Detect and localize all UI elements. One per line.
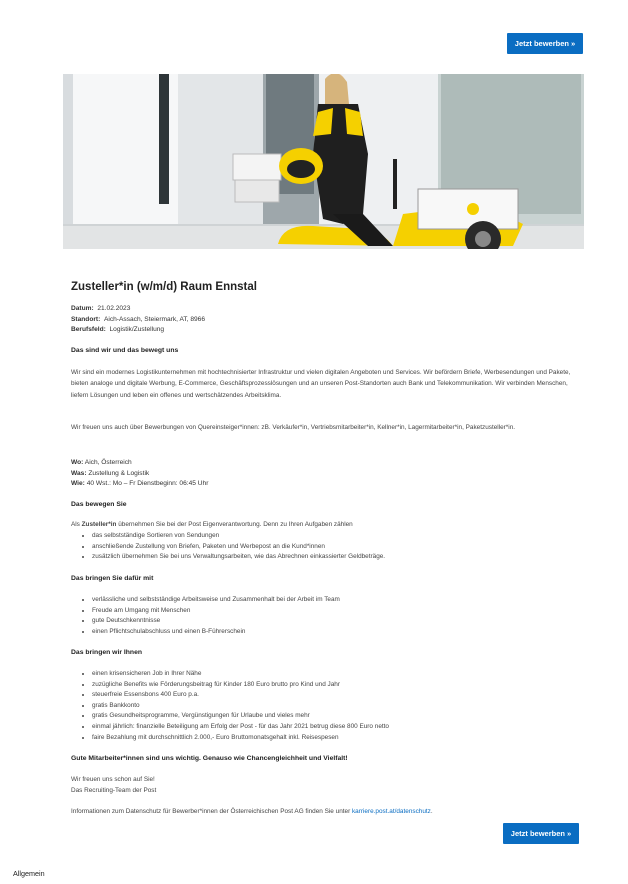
list-item: • einmal jährlich: finanzielle Beteiligung am Erfolg der Post - für das Jahr 2021 betrug diese 800 Euro netto — [92, 722, 389, 733]
list-item: • steuerfreie Essensbons 400 Euro p.a. — [92, 690, 389, 701]
about-heading: Das sind wir und das bewegt uns — [71, 347, 179, 354]
footer-label: Allgemein — [13, 869, 45, 878]
closing-line-1: Wir freuen uns schon auf Sie! — [71, 776, 155, 783]
berufsfeld-label: Berufsfeld: — [71, 326, 106, 333]
detail-was — [71, 469, 149, 478]
privacy-text-end: . — [430, 808, 433, 815]
about-text: Wir sind ein modernes Logistikunternehmen mit hochtechnisierter Infrastruktur und vielen digitalen Angeboten und Services. Wir befördern Briefe, Werbesendungen und Pakete, bieten analoge und digitale Werbung, E-Commerce, Geschäftsprozesslösungen und an unseren Post-Standorten auch Bank und Telekommunikation. Wir verbinden Menschen, liefern Lösungen und leben ein offenes und wertschätzendes Arbeitsklima. — [71, 369, 571, 399]
list-item: • gute Deutschkenntnisse — [92, 616, 340, 627]
privacy-text-body: Informationen zum Datenschutz für Bewerber*innen der Österreichischen Post AG finden Sie unter — [71, 808, 352, 815]
apply-button-bottom[interactable]: Jetzt bewerben » — [503, 823, 579, 844]
requirements-heading: Das bringen Sie dafür mit — [71, 575, 154, 582]
list-item: • zuzügliche Benefits wie Förderungsbeitrag für Kinder 180 Euro brutto pro Kind und Jahr — [92, 680, 389, 691]
detail-wie — [71, 479, 208, 488]
tasks-intro-role: Zusteller*in — [81, 521, 117, 528]
list-item: • das selbstständige Sortieren von Sendungen — [92, 531, 385, 542]
list-item: • faire Bezahlung mit durchschnittlich 2.000,- Euro Bruttomonatsgehalt inkl. Reisespesen — [92, 733, 389, 744]
list-item: • verlässliche und selbstständige Arbeitsweise und Zusammenhalt bei der Arbeit im Team — [92, 595, 340, 606]
datum-label: Datum: — [71, 305, 94, 312]
was-value: Zustellung & Logistik — [88, 470, 150, 477]
tasks-list — [71, 531, 385, 563]
list-item: • zusätzlich übernehmen Sie bei uns Verwaltungsarbeiten, wie das Abrechnen einkassierter Geldbeträge. — [92, 552, 385, 563]
wo-label: Wo: — [71, 459, 84, 466]
offer-heading: Das bringen wir Ihnen — [71, 649, 142, 656]
list-item: • einen krisensicheren Job in Ihrer Nähe — [92, 669, 389, 680]
closing-line-2: Das Recruiting-Team der Post — [71, 787, 157, 794]
list-item: • einen Pflichtschulabschluss und einen B-Führerschein — [92, 627, 340, 638]
job-title: Zusteller*in (w/m/d) Raum Ennstal — [71, 281, 257, 293]
list-item: • gratis Gesundheitsprogramme, Vergünstigungen für Urlaube und vieles mehr — [92, 711, 389, 722]
berufsfeld-value: Logistik/Zustellung — [109, 326, 165, 333]
meta-datum — [71, 304, 130, 313]
meta-berufsfeld — [71, 325, 164, 334]
tasks-intro-post: übernehmen Sie bei der Post Eigenverantwortung. Denn zu Ihren Aufgaben zählen — [116, 521, 353, 528]
wie-label: Wie: — [71, 480, 85, 487]
standort-value: Aich-Assach, Steiermark, AT, 8966 — [103, 316, 206, 323]
hero-image — [63, 74, 584, 249]
tasks-heading: Das bewegen Sie — [71, 501, 127, 508]
meta-standort — [71, 315, 205, 324]
detail-wo — [71, 458, 132, 467]
list-item: • Freude am Umgang mit Menschen — [92, 606, 340, 617]
tasks-intro-pre: Als — [71, 521, 82, 528]
standort-label: Standort: — [71, 316, 101, 323]
offer-list — [71, 669, 389, 743]
about-text-2: Wir freuen uns auch über Bewerbungen von Quereinsteiger*innen: zB. Verkäufer*in, Vertriebsmitarbeiter*in, Kellner*in, Lagermitarbeiter*in, Paketzusteller*in. — [71, 424, 516, 431]
wo-value: Aich, Österreich — [84, 459, 132, 466]
list-item: • anschließende Zustellung von Briefen, Paketen und Werbepost an die Kund*innen — [92, 542, 385, 553]
privacy-text — [71, 806, 576, 817]
privacy-link[interactable]: karriere.post.at/datenschutz — [351, 808, 431, 815]
was-label: Was: — [71, 470, 87, 477]
requirements-list — [71, 595, 340, 637]
apply-button-top[interactable]: Jetzt bewerben » — [507, 33, 583, 54]
datum-value: 21.02.2023 — [97, 305, 131, 312]
closing-bold-line: Gute Mitarbeiter*innen sind uns wichtig. Genauso wie Chancengleichheit und Vielfalt! — [71, 755, 348, 762]
list-item: • gratis Bankkonto — [92, 701, 389, 712]
tasks-intro — [71, 519, 576, 530]
wie-value: 40 Wst.: Mo – Fr Dienstbeginn: 06:45 Uhr — [86, 480, 209, 487]
